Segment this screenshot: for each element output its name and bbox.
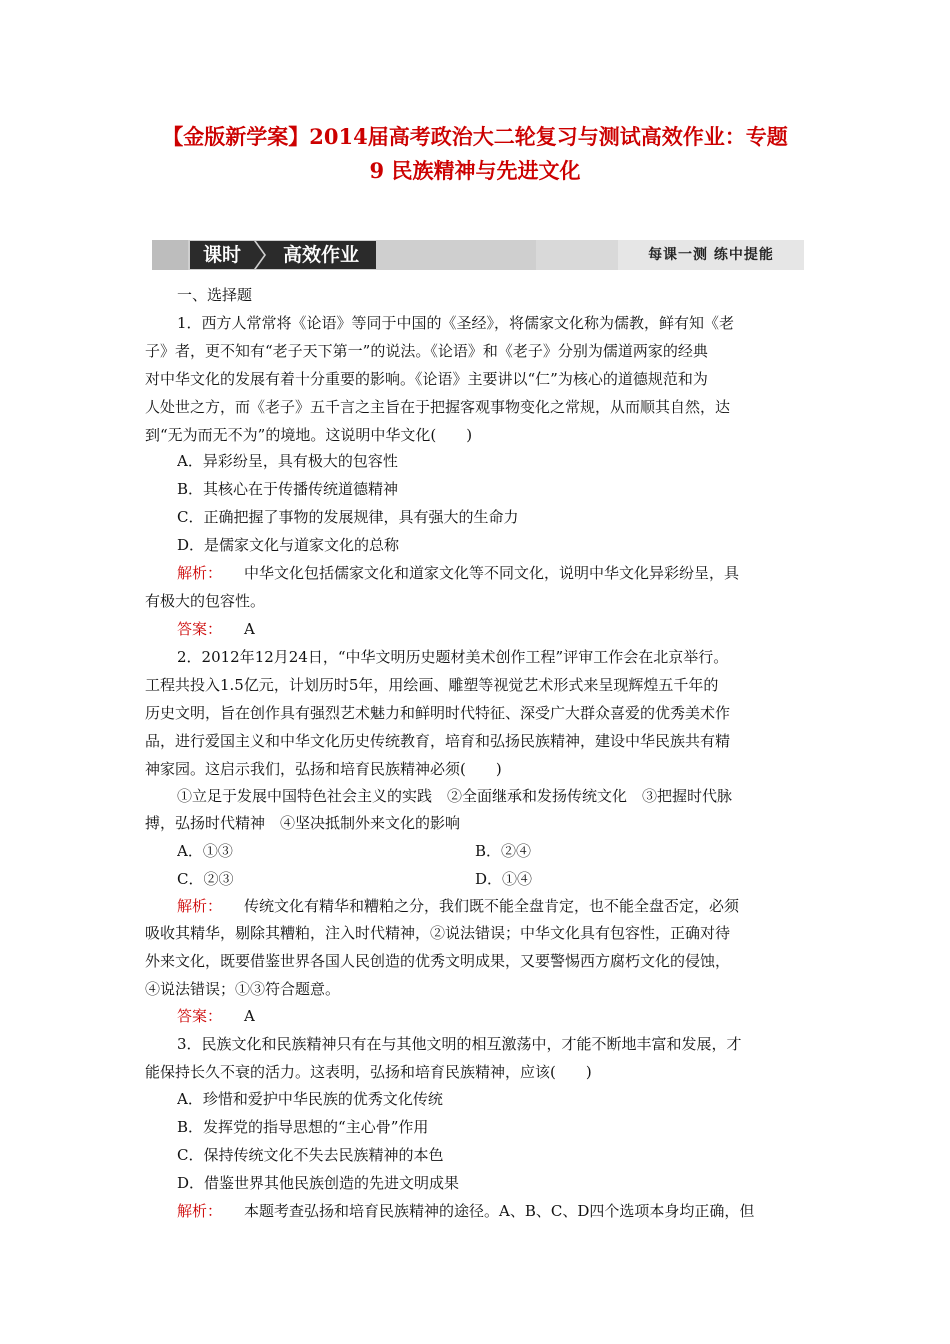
q1-analysis-line-1 [177,563,842,583]
q3-option-d: D．借鉴世界其他民族创造的先进文明成果 [177,1174,460,1192]
q1-analysis-line-2: 有极大的包容性。 [145,592,266,610]
q1-line-1: 1．西方人常常将《论语》等同于中国的《圣经》，将儒家文化称为儒教，鲜有知《老 [177,314,735,332]
q2-line-3: 历史文明，旨在创作具有强烈艺术魅力和鲜明时代特征、深受广大群众喜爱的优秀美术作 [145,704,731,722]
q3-line-1: 3．民族文化和民族精神只有在与其他文明的相互激荡中，才能不断地丰富和发展，才 [177,1035,742,1053]
q2-option-b: B．②④ [475,842,532,860]
q2-option-a: A．①③ [177,842,233,860]
q2-option-d: D．①④ [475,870,533,888]
q2-line-1: 2．2012年12月24日，“中华文明历史题材美术创作工程”评审工作会在北京举行。 [177,648,729,666]
analysis-text: 本题考查弘扬和培育民族精神的途径。A、B、C、D四个选项本身均正确，但 [244,1202,755,1220]
section-banner [152,240,804,270]
q2-answer [177,1006,842,1026]
q2-items-line-2: 搏，弘扬时代精神 ④坚决抵制外来文化的影响 [145,814,461,832]
q3-analysis-line-1 [177,1201,842,1221]
q2-option-c: C．②③ [177,870,234,888]
q2-analysis-line-1 [177,896,842,916]
q1-line-3: 对中华文化的发展有着十分重要的影响。《论语》主要讲以“仁”为核心的道德规范和为 [145,370,708,388]
analysis-text: 中华文化包括儒家文化和道家文化等不同文化，说明中华文化异彩纷呈，具 [244,564,740,582]
answer-label: 答案： [177,620,223,638]
q1-option-c: C．正确把握了事物的发展规律，具有强大的生命力 [177,508,519,526]
q2-line-4: 品，进行爱国主义和中华文化历史传统教育，培育和弘扬民族精神，建设中华民族共有精 [145,732,731,750]
q2-analysis-line-2: 吸收其精华，剔除其糟粕，注入时代精神，②说法错误；中华文化具有包容性，正确对待 [145,924,731,942]
analysis-label: 解析： [177,897,223,915]
answer-value: A [244,620,255,638]
answer-label: 答案： [177,1007,223,1025]
analysis-label: 解析： [177,564,223,582]
banner-notch-icon [256,241,266,269]
q1-answer [177,619,842,639]
q2-line-5: 神家园。这启示我们，弘扬和培育民族精神必须( ) [145,760,502,778]
answer-value: A [244,1007,255,1025]
banner-slogan: 每课一测 练中提能 [618,240,804,270]
q1-option-a: A．异彩纷呈，具有极大的包容性 [177,452,398,470]
q2-options-row-1 [177,841,842,861]
q2-analysis-line-4: ④说法错误；①③符合题意。 [145,980,341,998]
q1-line-5: 到“无为而无不为”的境地。这说明中华文化( ) [145,426,473,444]
section-heading: 一、选择题 [177,286,253,304]
q2-options-row-2 [177,869,842,889]
title-line-1: 【金版新学案】2014届高考政治大二轮复习与测试高效作业：专题 [162,124,788,149]
q2-analysis-line-3: 外来文化，既要借鉴世界各国人民创造的优秀文明成果，又要警惕西方腐朽文化的侵蚀， [145,952,731,970]
q1-option-d: D．是儒家文化与道家文化的总称 [177,536,400,554]
q1-line-2: 子》者，更不知有“老子天下第一”的说法。《论语》和《老子》分别为儒道两家的经典 [145,342,708,360]
title-line-2: 9 民族精神与先进文化 [369,158,581,183]
q2-items-line-1: ①立足于发展中国特色社会主义的实践 ②全面继承和发扬传统文化 ③把握时代脉 [177,787,733,805]
q3-line-2: 能保持长久不衰的活力。这表明，弘扬和培育民族精神，应该( ) [145,1063,592,1081]
analysis-text: 传统文化有精华和糟粕之分，我们既不能全盘肯定，也不能全盘否定，必须 [244,897,740,915]
q3-option-b: B．发挥党的指导思想的“主心骨”作用 [177,1118,429,1136]
q3-option-a: A．珍惜和爱护中华民族的优秀文化传统 [177,1090,443,1108]
q1-option-b: B．其核心在于传播传统道德精神 [177,480,399,498]
q3-option-c: C．保持传统文化不失去民族精神的本色 [177,1146,444,1164]
analysis-label: 解析： [177,1202,223,1220]
banner-tag-homework: 高效作业 [266,241,376,269]
banner-tag-lesson: 课时 [190,241,254,269]
q1-line-4: 人处世之方，而《老子》五千言之主旨在于把握客观事物变化之常规，从而顺其自然，达 [145,398,731,416]
q2-line-2: 工程共投入1.5亿元，计划历时5年，用绘画、雕塑等视觉艺术形式来呈现辉煌五千年的 [145,676,719,694]
